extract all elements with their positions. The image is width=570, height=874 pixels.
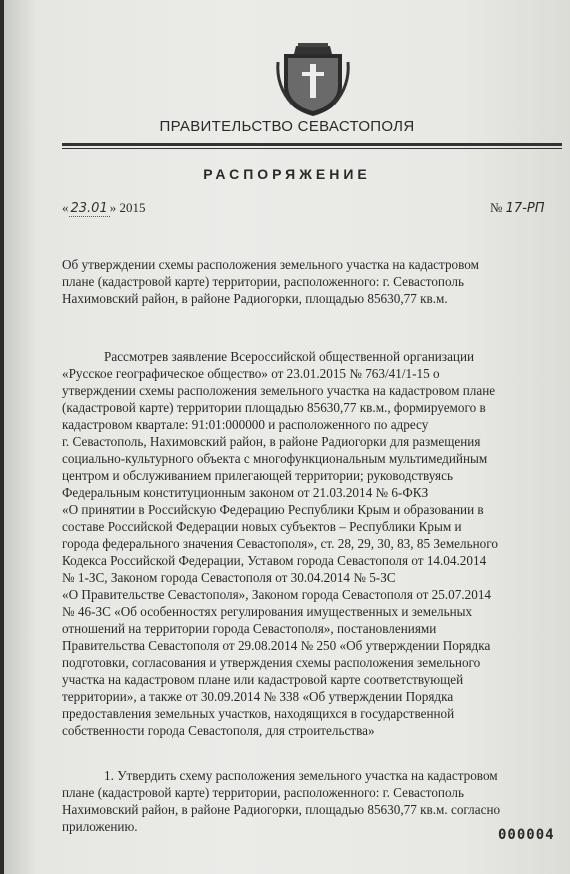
body-line: центром и обслуживанием прилегающей территории; руководствуясь: [62, 468, 453, 483]
body-line: № 46-ЗС «Об особенностях регулирования имущественных и земельных: [62, 604, 473, 619]
subject-line: плане (кадастровой карте) территории, расположенного: г. Севастополь: [62, 274, 464, 289]
number-prefix: №: [490, 200, 503, 215]
body-line: территории», а также от 30.09.2014 № 338 «Об утверждении Порядка: [62, 689, 454, 704]
document-page: [4, 0, 570, 874]
body-line: предоставления земельных участков, находящихся в государственной: [62, 706, 455, 721]
body-line: социально-культурного объекта с многофункциональным мультимедийным: [62, 451, 488, 466]
body-line: «О принятии в Российскую Федерацию Республики Крым и образовании в: [62, 502, 484, 517]
document-date: « 23.01 » 2015: [62, 200, 146, 216]
item-line: плане (кадастровой карте) территории, расположенного: г. Севастополь: [62, 785, 464, 800]
subject-line: Об утверждении схемы расположения земельного участка на кадастровом: [62, 257, 479, 272]
date-handwritten: 23.01: [70, 201, 108, 216]
subject-line: Нахимовский район, в районе Радиогорки, площадью 85630,77 кв.м.: [62, 291, 448, 306]
item-line: Нахимовский район, в районе Радиогорки, площадью 85630,77 кв.м. согласно: [62, 802, 501, 817]
body-line: составе Российской Федерации новых субъектов – Республики Крым и: [62, 519, 462, 534]
body-line: г. Севастополь, Нахимовский район, в районе Радиогорки для размещения: [62, 434, 481, 449]
body-line: города федерального значения Севастополя», ст. 28, 29, 30, 83, 85 Земельного: [62, 536, 498, 551]
document-text: [4, 0, 570, 874]
body-line: «О Правительстве Севастополя», Законом города Севастополя от 25.07.2014: [62, 587, 492, 602]
item-line: приложению.: [62, 819, 138, 834]
body-line: Правительства Севастополя от 29.08.2014 № 250 «Об утверждении Порядка: [62, 638, 491, 653]
date-year: 2015: [119, 200, 146, 215]
document-title: РАСПОРЯЖЕНИЕ: [203, 166, 371, 182]
body-line: (кадастровой карте) территории площадью 85630,77 кв.м., формируемого в: [62, 400, 486, 415]
body-line: Кодекса Российской Федерации, Уставом города Севастополя от 14.04.2014: [62, 553, 487, 568]
body-line: утверждении схемы расположения земельного участка на кадастровом плане: [62, 383, 496, 398]
body-line: Федеральным конституционным законом от 21.03.2014 № 6-ФКЗ: [62, 485, 429, 500]
body-line: подготовки, согласования и утверждения схемы расположения земельного: [62, 655, 481, 670]
government-name: ПРАВИТЕЛЬСТВО СЕВАСТОПОЛЯ: [159, 118, 415, 135]
body-line: № 1-ЗС, Законом города Севастополя от 30.04.2014 № 5-ЗС: [62, 570, 396, 585]
body-line: отношений на территории города Севастополя», постановлениями: [62, 621, 437, 636]
body-line: собственности города Севастополя, для строительства»: [62, 723, 375, 738]
number-handwritten: 17-РП: [505, 201, 545, 216]
body-line: «Русское географическое общество» от 23.01.2015 № 763/41/1-15 о: [62, 366, 440, 381]
body-line: участка на кадастровом плане или кадастровой карте соответствующей: [62, 672, 464, 687]
body-line: Рассмотрев заявление Всероссийской общественной организации: [104, 349, 475, 364]
item-line: 1. Утвердить схему расположения земельного участка на кадастровом: [104, 768, 498, 783]
body-line: кадастровом квартале: 91:01:000000 и расположенного по адресу: [62, 417, 429, 432]
page-number: 000004: [498, 827, 555, 843]
